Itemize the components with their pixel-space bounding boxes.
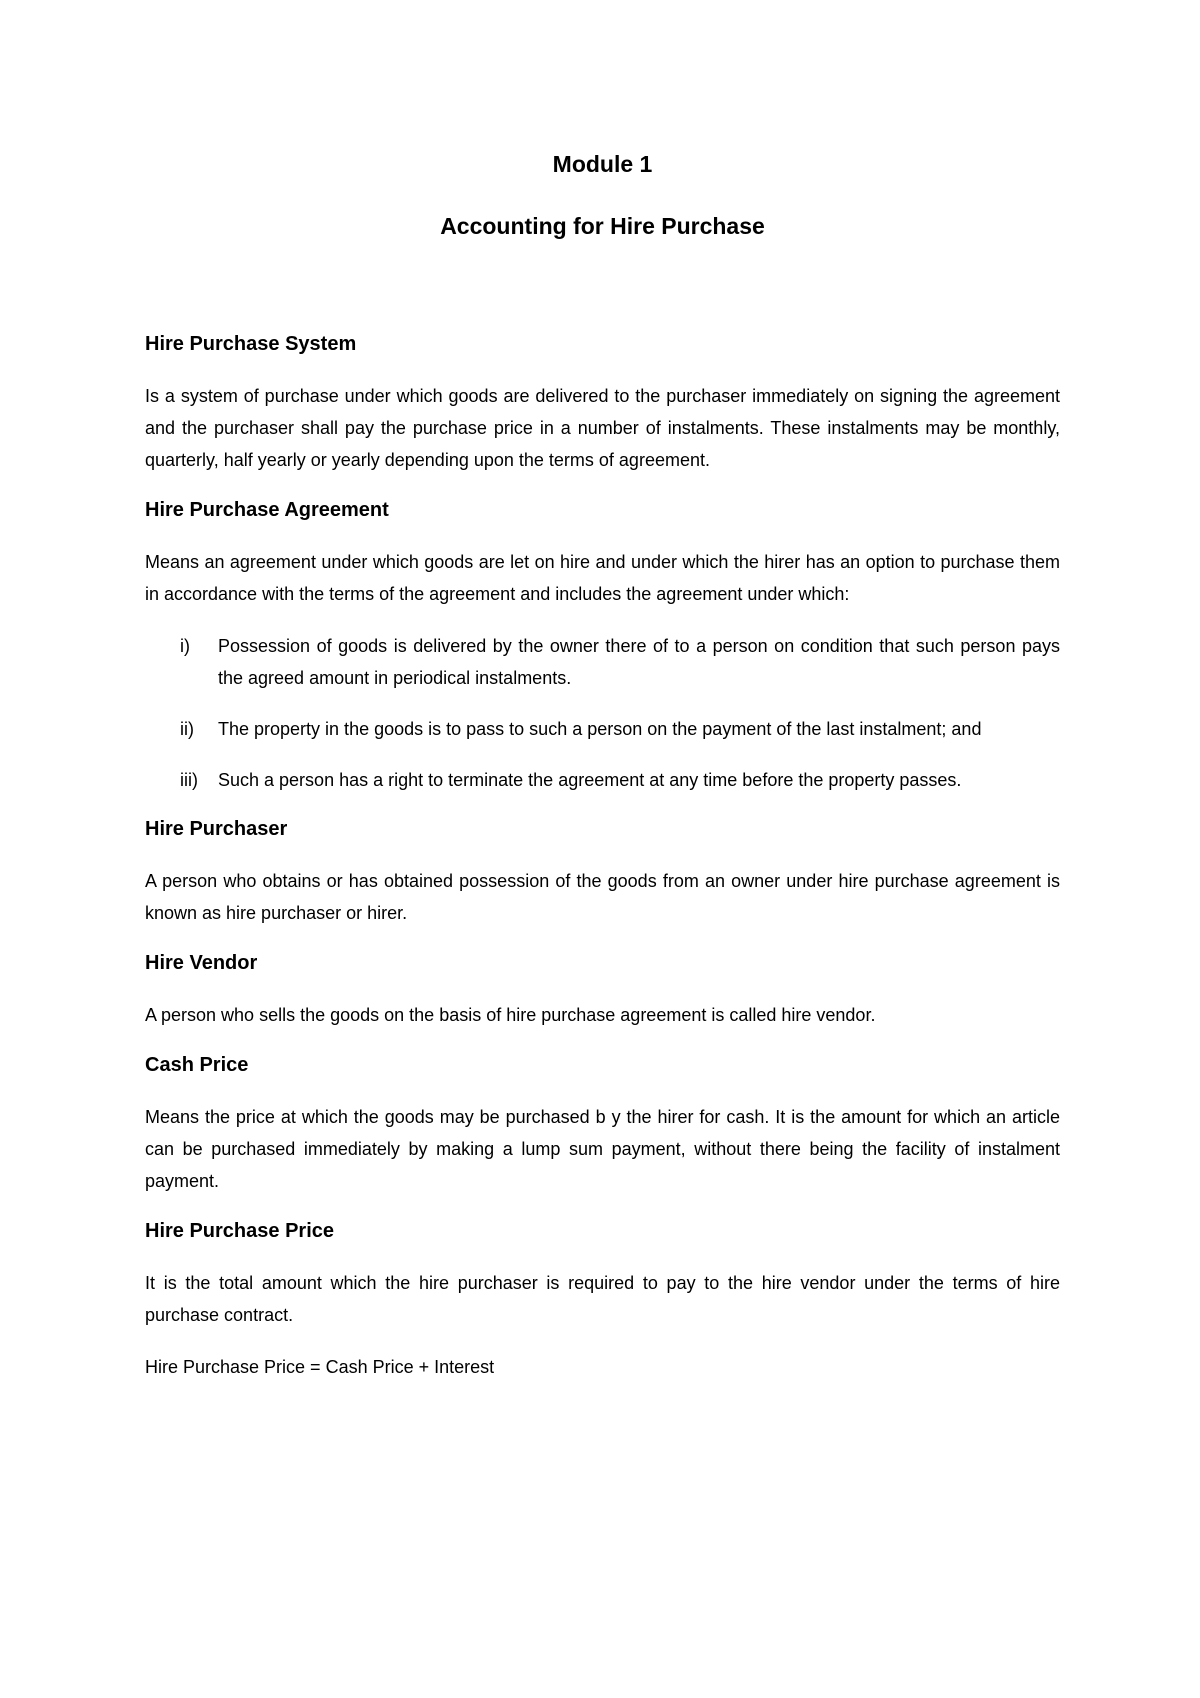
- paragraph-hire-purchase-agreement: Means an agreement under which goods are let on hire and under which the hirer has an option to purchase them in accordance with the terms of the agreement and includes the agreement under which:: [145, 552, 1060, 604]
- list-item-text: The property in the goods is to pass to such a person on the payment of the last instalment; and: [218, 719, 982, 739]
- list-marker: i): [180, 636, 190, 656]
- heading-hire-purchase-agreement: Hire Purchase Agreement: [145, 499, 389, 521]
- paragraph-hire-purchase-system: Is a system of purchase under which goods are delivered to the purchaser immediately on signing the agreement and the purchaser shall pay the purchase price in a number of instalments. These instalments may be monthly, quarterly, half yearly or yearly depending upon the terms of agreement.: [145, 386, 1060, 470]
- spacer: [145, 929, 1060, 949]
- list-marker: ii): [180, 719, 194, 739]
- heading-hire-purchaser: Hire Purchaser: [145, 818, 288, 840]
- spacer: [145, 610, 1060, 630]
- list-item-text: Possession of goods is delivered by the owner there of to a person on condition that such person pays the agreed amount in periodical instalments.: [218, 636, 1060, 688]
- agreement-conditions-list: [145, 630, 1060, 796]
- paragraph-hire-vendor: A person who sells the goods on the basis of hire purchase agreement is called hire vendor.: [145, 1005, 876, 1025]
- spacer: [145, 524, 1060, 546]
- paragraph-hire-purchase-price: It is the total amount which the hire purchaser is required to pay to the hire vendor under the terms of hire purchase contract.: [145, 1273, 1060, 1325]
- module-title: Module 1: [552, 151, 653, 177]
- paragraph-hire-purchaser: A person who obtains or has obtained possession of the goods from an owner under hire purchase agreement is known as hire purchaser or hirer.: [145, 871, 1060, 923]
- paragraph-cash-price: Means the price at which the goods may be purchased b y the hirer for cash. It is the amount for which an article can be purchased immediately by making a lump sum payment, without there being the facility of instalment payment.: [145, 1107, 1060, 1191]
- list-item: [145, 713, 1060, 745]
- spacer: [145, 242, 1060, 330]
- hire-purchase-price-formula: Hire Purchase Price = Cash Price + Interest: [145, 1357, 495, 1377]
- heading-hire-purchase-system: Hire Purchase System: [145, 333, 357, 355]
- spacer: [145, 977, 1060, 999]
- document-content: [145, 148, 1060, 1383]
- heading-cash-price: Cash Price: [145, 1054, 249, 1076]
- list-marker: iii): [180, 770, 198, 790]
- list-item: [145, 630, 1060, 694]
- list-item-text: Such a person has a right to terminate the agreement at any time before the property passes.: [218, 770, 962, 790]
- spacer: [145, 843, 1060, 865]
- heading-hire-vendor: Hire Vendor: [145, 952, 258, 974]
- spacer: [145, 1197, 1060, 1217]
- spacer: [145, 476, 1060, 496]
- spacer: [145, 358, 1060, 380]
- spacer: [145, 1331, 1060, 1351]
- document-subtitle: Accounting for Hire Purchase: [440, 213, 765, 239]
- spacer: [145, 1079, 1060, 1101]
- spacer: [145, 1245, 1060, 1267]
- list-item: [145, 764, 1060, 796]
- heading-hire-purchase-price: Hire Purchase Price: [145, 1220, 334, 1242]
- spacer: [145, 1031, 1060, 1051]
